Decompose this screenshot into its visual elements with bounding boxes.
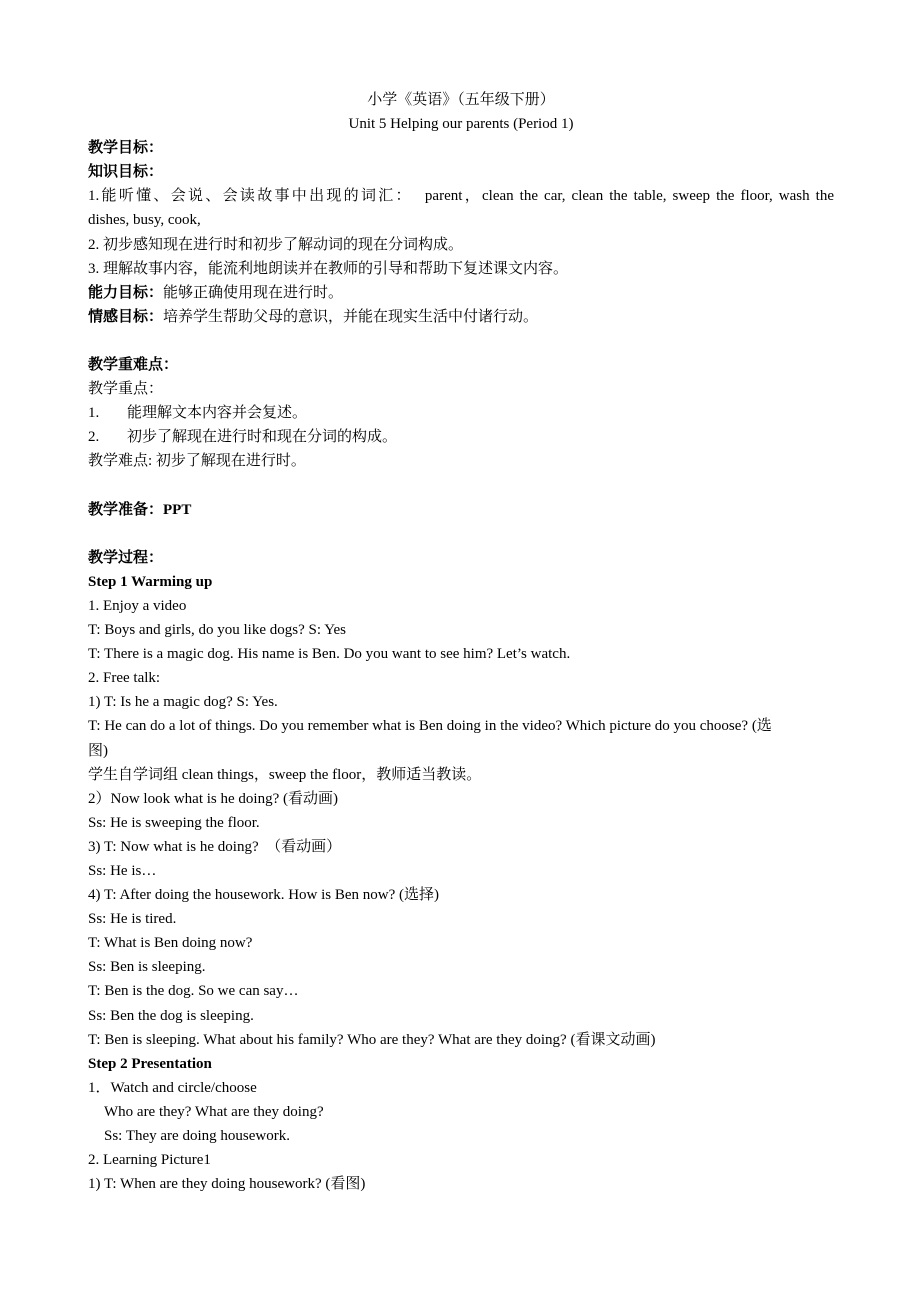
emotion-text: 培养学生帮助父母的意识，并能在现实生活中付诸行动。 — [163, 308, 539, 325]
knowledge-item-3: 3. 理解故事内容，能流利地朗读并在教师的引导和帮助下复述课文内容。 — [88, 260, 569, 277]
process-heading: 教学过程： — [88, 549, 164, 566]
focus-item-1-number: 1. — [88, 405, 100, 422]
step1-line: 2. Free talk: — [88, 670, 161, 687]
step1-line: T: There is a magic dog. His name is Ben. Do you want to see him? Let’s watch. — [88, 646, 571, 663]
step1-line: Ss: Ben is sleeping. — [88, 959, 206, 976]
knowledge-item-1b: dishes, busy, cook, — [88, 212, 201, 229]
focus-item-1 — [88, 401, 834, 425]
step1-line: T: Boys and girls, do you like dogs? S: Yes — [88, 622, 347, 639]
step2-line-5: 1) T: When are they doing housework? (看图) — [88, 1176, 366, 1193]
step1-line: Ss: He is sweeping the floor. — [88, 814, 260, 831]
focus-item-2-text: 初步了解现在进行时和现在分词的构成。 — [127, 429, 398, 446]
step2-line-1: 1．Watch and circle/choose — [88, 1079, 257, 1096]
step1-line: 2）Now look what is he doing? (看动画) — [88, 790, 338, 807]
knowledge-item-2: 2. 初步感知现在进行时和初步了解动词的现在分词构成。 — [88, 236, 464, 253]
ability-goal — [88, 281, 834, 305]
focus-item-2-number: 2. — [88, 429, 100, 446]
focus-item-2 — [88, 425, 834, 449]
knowledge-item-1a: 1.能听懂、会说、会读故事中出现的词汇： parent，clean the car, clean the table, sweep the floor, wash the — [88, 188, 834, 205]
ability-text: 能够正确使用现在进行时。 — [163, 284, 344, 301]
emotion-label: 情感目标： — [88, 308, 164, 325]
step1-lines — [88, 594, 834, 1052]
document-title: 小学《英语》（五年级下册） — [367, 92, 555, 108]
step1-line: 学生自学词组 clean things，sweep the floor，教师适当教读。 — [88, 766, 482, 783]
step1-line: 1) T: Is he a magic dog? S: Yes. — [88, 694, 278, 711]
step1-line: Ss: Ben the dog is sleeping. — [88, 1007, 254, 1024]
document-subtitle: Unit 5 Helping our parents (Period 1) — [348, 116, 574, 133]
focus-item-1-text: 能理解文本内容并会复述。 — [127, 405, 308, 422]
step1-line: T: What is Ben doing now? — [88, 935, 253, 952]
step1-line: T: He can do a lot of things. Do you remember what is Ben doing in the video? Which picture do you choose? (选 — [88, 718, 772, 735]
step1-line: 1. Enjoy a video — [88, 597, 187, 614]
ability-label: 能力目标： — [88, 284, 164, 301]
step2-heading: Step 2 Presentation — [88, 1055, 212, 1072]
knowledge-heading: 知识目标： — [88, 164, 164, 181]
step2-line-3: Ss: They are doing housework. — [104, 1128, 290, 1145]
step1-line: 4) T: After doing the housework. How is Ben now? (选择) — [88, 887, 440, 904]
objectives-heading: 教学目标： — [88, 140, 164, 157]
difficulty-line: 教学难点: 初步了解现在进行时。 — [88, 453, 306, 470]
step2-line-2: Who are they? What are they doing? — [104, 1103, 324, 1120]
step1-line: 3) T: Now what is he doing? （看动画） — [88, 838, 342, 855]
step2-line-4: 2. Learning Picture1 — [88, 1152, 211, 1169]
emotion-goal — [88, 305, 834, 329]
focus-label: 教学重点： — [88, 381, 164, 398]
step1-heading: Step 1 Warming up — [88, 573, 213, 590]
step1-line: Ss: He is… — [88, 863, 157, 879]
document-page — [88, 88, 834, 1196]
step1-line: T: Ben is sleeping. What about his family? Who are they? What are they doing? (看课文动画) — [88, 1031, 656, 1048]
step1-line: T: Ben is the dog. So we can say… — [88, 983, 299, 1000]
preparation-line: 教学准备：PPT — [88, 501, 192, 518]
step1-line: 图) — [88, 742, 108, 759]
keypoints-heading: 教学重难点： — [88, 357, 179, 374]
step1-line: Ss: He is tired. — [88, 911, 177, 928]
